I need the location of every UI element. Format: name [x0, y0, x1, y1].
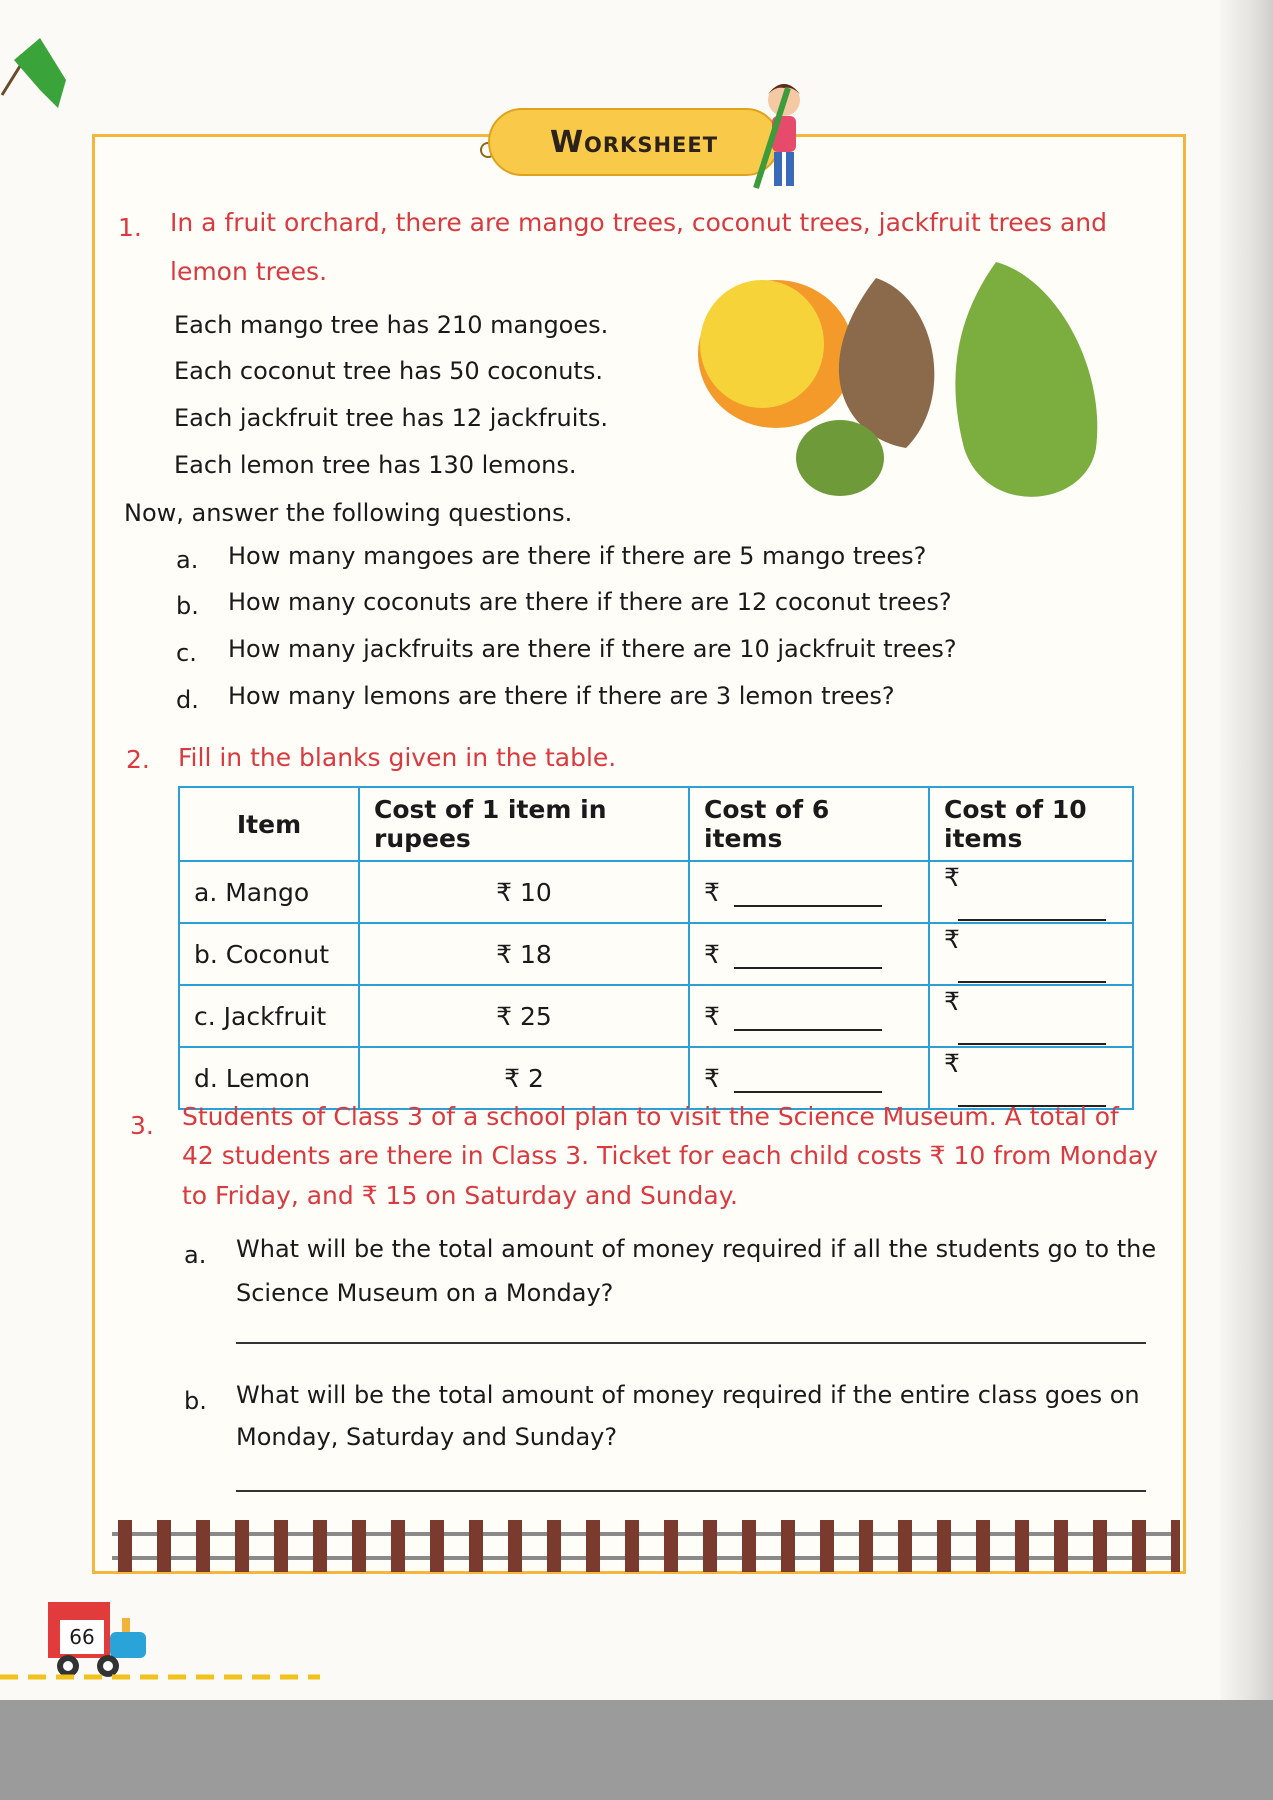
track-sleeper: [664, 1520, 678, 1572]
track-sleeper: [235, 1520, 249, 1572]
q1-part-label: d.: [176, 686, 199, 714]
cost-6-cell[interactable]: [689, 923, 929, 985]
track-sleeper: [625, 1520, 639, 1572]
railway-track-decoration: [112, 1516, 1180, 1576]
answer-blank[interactable]: [734, 883, 882, 907]
track-sleeper: [1132, 1520, 1146, 1572]
q3-part-line2: Monday, Saturday and Sunday?: [236, 1423, 618, 1451]
scanner-background: [0, 1700, 1273, 1800]
track-sleeper: [976, 1520, 990, 1572]
cost-table: [178, 786, 1134, 1110]
rupee-symbol: ₹: [944, 925, 960, 954]
track-sleeper: [781, 1520, 795, 1572]
q1-fact: Each mango tree has 210 mangoes.: [174, 311, 609, 339]
q1-part-label: c.: [176, 639, 197, 667]
track-sleeper: [508, 1520, 522, 1572]
cost-10-cell[interactable]: [929, 861, 1133, 923]
q3-part-line2: Science Museum on a Monday?: [236, 1279, 614, 1307]
q1-part-text: How many jackfruits are there if there are 10 jackfruit trees?: [228, 635, 957, 663]
item-name: c. Jackfruit: [179, 985, 359, 1047]
track-sleeper: [820, 1520, 834, 1572]
q3-part-label: b.: [184, 1387, 207, 1415]
track-sleeper: [274, 1520, 288, 1572]
answer-line[interactable]: [236, 1490, 1146, 1492]
item-name: a. Mango: [179, 861, 359, 923]
q3-text-line: 42 students are there in Class 3. Ticket for each child costs ₹ 10 from Monday: [182, 1141, 1159, 1170]
cost-6-cell[interactable]: [689, 861, 929, 923]
answer-blank[interactable]: [958, 897, 1106, 921]
answer-blank[interactable]: [734, 1069, 882, 1093]
track-sleeper: [118, 1520, 132, 1572]
table-row: [179, 985, 1133, 1047]
track-sleeper: [547, 1520, 561, 1572]
q1-part-text: How many mangoes are there if there are 5 mango trees?: [228, 542, 927, 570]
q2-number: 2.: [126, 745, 150, 774]
item-cost: ₹ 2: [359, 1047, 689, 1109]
table-header: Item: [179, 787, 359, 861]
track-sleeper: [898, 1520, 912, 1572]
item-cost: ₹ 18: [359, 923, 689, 985]
track-sleeper: [196, 1520, 210, 1572]
q1-fact: Each jackfruit tree has 12 jackfruits.: [174, 404, 608, 432]
answer-blank[interactable]: [734, 945, 882, 969]
page-edge-shadow: [1220, 0, 1273, 1700]
rupee-symbol: ₹: [944, 1049, 960, 1078]
answer-blank[interactable]: [734, 1007, 882, 1031]
cost-10-cell[interactable]: [929, 985, 1133, 1047]
track-sleeper: [469, 1520, 483, 1572]
track-sleeper: [742, 1520, 756, 1572]
track-sleeper: [703, 1520, 717, 1572]
q3-text-line: to Friday, and ₹ 15 on Saturday and Sunday.: [182, 1181, 738, 1210]
q1-part-label: b.: [176, 592, 199, 620]
q1-number: 1.: [118, 213, 142, 242]
track-sleeper: [859, 1520, 873, 1572]
track-sleeper: [430, 1520, 444, 1572]
q1-text-line2: lemon trees.: [170, 257, 328, 286]
table-header: Cost of 1 item in rupees: [359, 787, 689, 861]
track-sleeper: [1171, 1520, 1180, 1572]
item-cost: ₹ 10: [359, 861, 689, 923]
answer-line[interactable]: [236, 1342, 1146, 1344]
page-number: 66: [60, 1620, 104, 1654]
q3-part-line1: What will be the total amount of money required if all the students go to the: [236, 1235, 1157, 1263]
track-sleeper: [352, 1520, 366, 1572]
q1-fact: Each lemon tree has 130 lemons.: [174, 451, 577, 479]
q1-fact: Each coconut tree has 50 coconuts.: [174, 357, 603, 385]
kid-with-pencil-icon: [748, 78, 816, 198]
item-name: d. Lemon: [179, 1047, 359, 1109]
q3-number: 3.: [130, 1111, 154, 1140]
q1-text-line1: In a fruit orchard, there are mango trees, coconut trees, jackfruit trees and: [170, 208, 1108, 237]
table-header-row: [179, 787, 1133, 861]
cost-6-cell[interactable]: [689, 985, 929, 1047]
q1-part-text: How many coconuts are there if there are 12 coconut trees?: [228, 588, 952, 616]
q2-text: Fill in the blanks given in the table.: [178, 743, 617, 772]
item-cost: ₹ 25: [359, 985, 689, 1047]
dashed-line-decoration: [0, 1674, 320, 1680]
cost-10-cell[interactable]: [929, 923, 1133, 985]
rupee-symbol: ₹: [704, 1001, 720, 1031]
track-sleeper: [157, 1520, 171, 1572]
table-row: [179, 923, 1133, 985]
track-sleeper: [391, 1520, 405, 1572]
track-sleeper: [1015, 1520, 1029, 1572]
q3-text-line: Students of Class 3 of a school plan to visit the Science Museum. A total of: [182, 1102, 1119, 1131]
q1-part-label: a.: [176, 546, 199, 574]
track-sleeper: [937, 1520, 951, 1572]
worksheet-banner: [488, 108, 780, 176]
item-name: b. Coconut: [179, 923, 359, 985]
table-header: Cost of 6 items: [689, 787, 929, 861]
track-sleeper: [1093, 1520, 1107, 1572]
table-row: [179, 861, 1133, 923]
answer-blank[interactable]: [958, 1021, 1106, 1045]
fruits-illustration: [696, 258, 1114, 510]
table-header: Cost of 10 items: [929, 787, 1133, 861]
q1-instruction: Now, answer the following questions.: [124, 499, 573, 527]
track-sleeper: [586, 1520, 600, 1572]
q3-part-label: a.: [184, 1241, 207, 1269]
track-sleeper: [1054, 1520, 1068, 1572]
rupee-symbol: ₹: [944, 987, 960, 1016]
worksheet-title: Worksheet: [549, 124, 719, 160]
flag-icon: [0, 20, 80, 110]
rupee-symbol: ₹: [704, 877, 720, 907]
q3-part-line1: What will be the total amount of money required if the entire class goes on: [236, 1381, 1140, 1409]
track-sleeper: [313, 1520, 327, 1572]
q1-part-text: How many lemons are there if there are 3 lemon trees?: [228, 682, 895, 710]
answer-blank[interactable]: [958, 959, 1106, 983]
rupee-symbol: ₹: [704, 939, 720, 969]
rupee-symbol: ₹: [944, 863, 960, 892]
rupee-symbol: ₹: [704, 1063, 720, 1093]
